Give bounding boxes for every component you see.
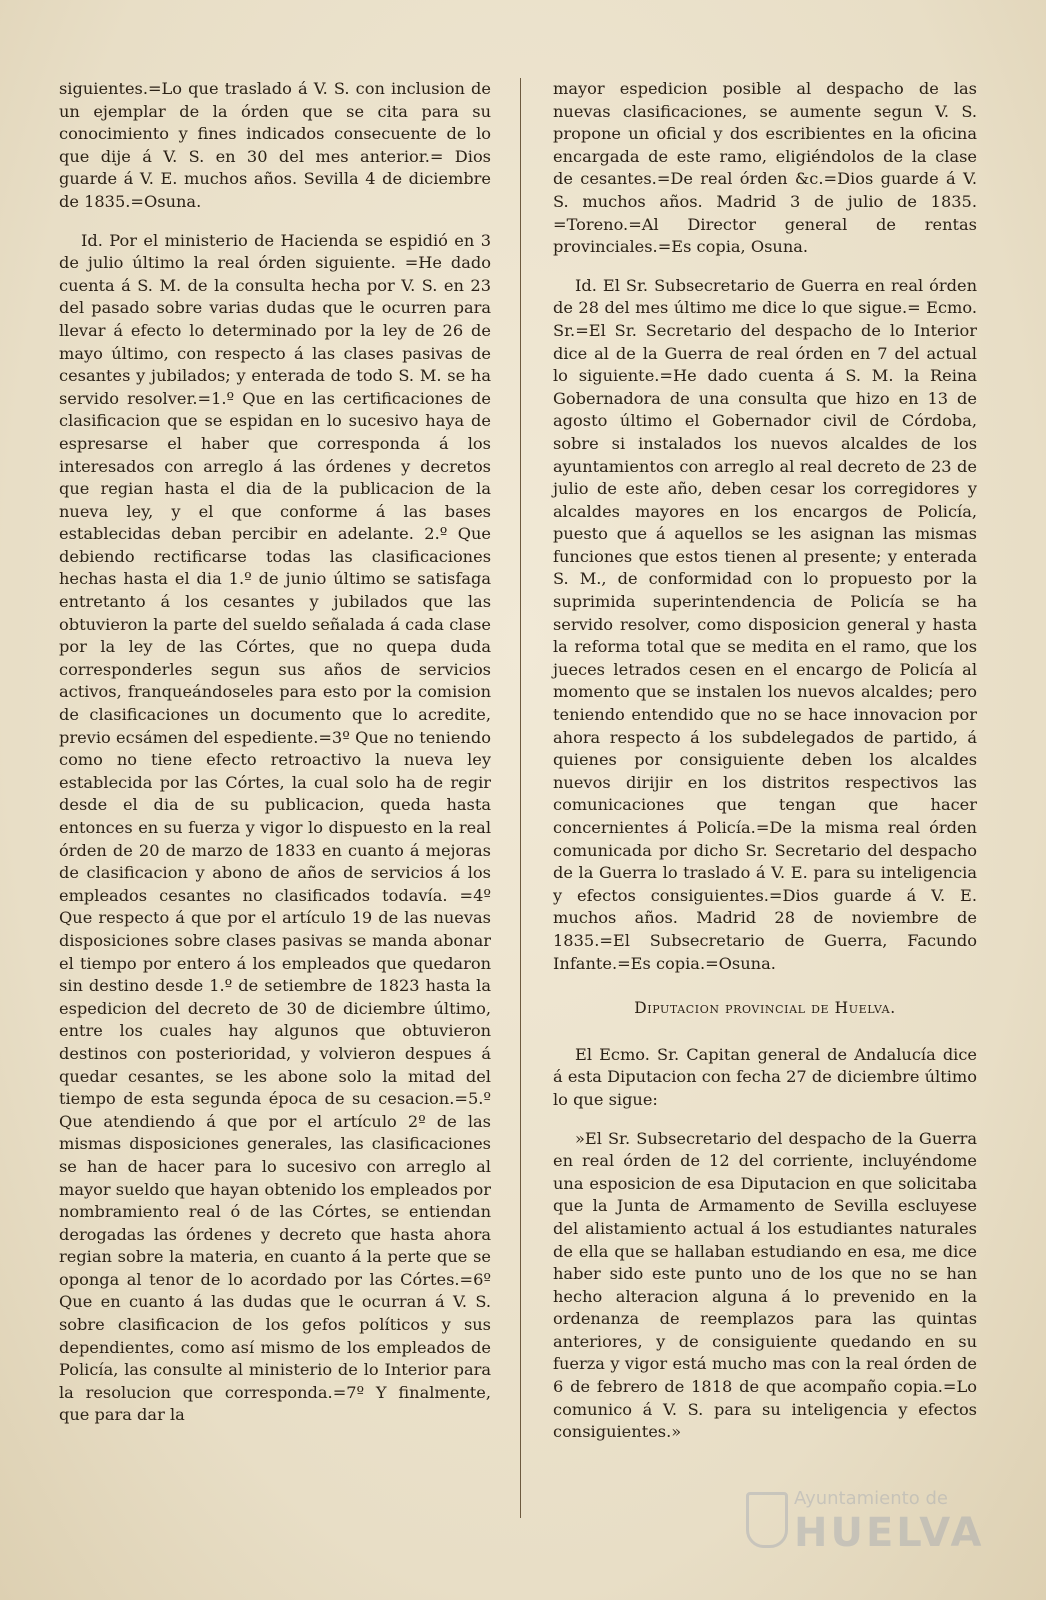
seal-icon [746, 1492, 788, 1548]
right-column [553, 78, 977, 1460]
paragraph-guerra-order: Id. El Sr. Subsecretario de Guerra en real órden de 28 del mes último me dice lo que sigue.= Ecmo. Sr.=El Sr. Secretario del despacho de lo Interior dice al de la Guerra de real órden en 7 del actual lo siguiente.=He dado cuenta á S. M. la Reina Gobernadora de una consulta que hizo en 13 de agosto último el Gobernador civil de Córdoba, sobre si instalados los nuevos alcaldes de los ayuntamientos con arreglo al real decreto de 23 de julio de este año, deben cesar los corregidores y alcaldes mayores en los encargos de Policía, puesto que á aquellos se les asignan las mismas funciones que estos tienen al presente; y enterada S. M., de conformidad con lo propuesto por la suprimida superintendencia de Policía se ha servido resolver, como disposicion general y hasta la reforma total que se medita en el ramo, que los jueces letrados cesen en el encargo de Policía al momento que se instalen los nuevos alcaldes; pero teniendo entendido que no se hace innovacion por ahora respecto á los subdelegados de partido, á quienes por consiguiente deben los alcaldes nuevos dirijir en los distritos respectivos las comunicaciones que tengan que hacer concernientes á Policía.=De la misma real órden comunicada por dicho Sr. Secretario del despacho de la Guerra lo traslado á V. E. para su inteligencia y efectos consiguientes.=Dios guarde á V. E. muchos años. Madrid 28 de noviembre de 1835.=El Subsecretario de Guerra, Facundo Infante.=Es copia.=Osuna. [553, 275, 977, 973]
left-column [59, 78, 491, 1443]
column-divider [520, 78, 521, 1518]
paragraph-continuation: siguientes.=Lo que traslado á V. S. con inclusion de un ejemplar de la órden que se cita para su conocimiento y fines indicados consecuente de lo que dije á V. S. en 30 del mes anterior.= Dios guarde á V. E. muchos años. Sevilla 4 de diciembre de 1835.=Osuna. [59, 79, 491, 211]
ayuntamiento-watermark [746, 1484, 985, 1564]
section-heading: Diputacion provincial de Huelva. [634, 999, 896, 1018]
paragraph-continuation-right: mayor espedicion posible al despacho de las nuevas clasificaciones, se aumente segun V. S. propone un oficial y dos escribientes en la oficina encargada de este ramo, eligiéndolos de la clase de cesantes.=De real órden &c.=Dios guarde á V. S. muchos años. Madrid 3 de julio de 1835. =Toreno.=Al Director general de rentas provinciales.=Es copia, Osuna. [553, 79, 977, 257]
paragraph-quote: »El Sr. Subsecretario del despacho de la Guerra en real órden de 12 del corriente, incluyéndome una esposicion de esa Diputacion en que solicitaba que la Junta de Armamento de Sevilla escluyese del alistamiento actual á los estudiantes naturales de ella que se hallaban estudiando en esa, me dice haber sido este punto uno de los que no se han hecho alteracion alguna á lo prevenido en la ordenanza de reemplazos para las quintas anteriores, y de consiguiente quedando en su fuerza y vigor está mucho mas con la real órden de 6 de febrero de 1818 de que acompaño copia.=Lo comunico á V. S. para su inteligencia y efectos consiguientes.» [553, 1128, 977, 1442]
paragraph-hacienda-order: Id. Por el ministerio de Hacienda se espidió en 3 de julio último la real órden siguiente. =He dado cuenta á S. M. de la consulta hecha por V. S. en 23 del pasado sobre varias dudas que le ocurren para llevar á efecto lo determinado por la ley de 26 de mayo último, con respecto á las clases pasivas de cesantes y jubilados; y enterada de todo S. M. se ha servido resolver.=1.º Que en las certificaciones de clasificacion que se espidan en lo sucesivo haya de espresarse el haber que corresponda á los interesados con arreglo á las órdenes y decretos que regian hasta el dia de la publicacion de la nueva ley, y el que conforme á las bases establecidas deban percibir en adelante. 2.º Que debiendo rectificarse todas las clasificaciones hechas hasta el dia 1.º de junio último se satisfaga entretanto á los cesantes y jubilados que las obtuvieron la parte del sueldo señalada á cada clase por la ley de las Córtes, que no quepa duda corresponderles segun sus años de servicios activos, franqueándoseles para esto por la comision de clasificaciones un documento que lo acredite, previo ecsámen del espediente.=3º Que no teniendo como no tiene efecto retroactivo la nueva ley establecida por las Córtes, la cual solo ha de regir desde el dia de su publicacion, queda hasta entonces en su fuerza y vigor lo dispuesto en la real órden de 20 de marzo de 1833 en cuanto á mejoras de clasificacion y abono de años de servicios á los empleados cesantes no clasificados todavía. =4º Que respecto á que por el artículo 19 de las nuevas disposiciones sobre clases pasivas se manda abonar el tiempo por entero á los empleados que quedaron sin destino desde 1.º de setiembre de 1823 hasta la espedicion del decreto de 30 de diciembre último, entre los cuales hay algunos que obtuvieron destinos con posterioridad, y volvieron despues á quedar cesantes, se les abone solo la mitad del tiempo de esta segunda época de su cesacion.=5.º Que atendiendo á que por el artículo 2º de las mismas disposiciones generales, las clasificaciones se han de hacer para lo sucesivo con arreglo al mayor sueldo que hayan obtenido los empleados por nombramiento real ó de las Córtes, se entiendan derogadas las órdenes y decreto que hasta ahora regian sobre la materia, en cuanto á la perte que se oponga al tenor de lo acordado por las Córtes.=6º Que en cuanto á las dudas que le ocurran á V. S. sobre clasificacion de los gefos políticos y sus dependientes, como así mismo de los empleados de Policía, las consulte al ministerio de lo Interior para la resolucion que corresponda.=7º Y finalmente, que para dar la [59, 230, 492, 1425]
watermark-line2: HUELVA [794, 1510, 985, 1556]
watermark-line1: Ayuntamiento de [794, 1488, 948, 1509]
paragraph-capitan-general: El Ecmo. Sr. Capitan general de Andalucía dice á esta Diputacion con fecha 27 de diciembre último lo que sigue: [553, 1044, 977, 1109]
